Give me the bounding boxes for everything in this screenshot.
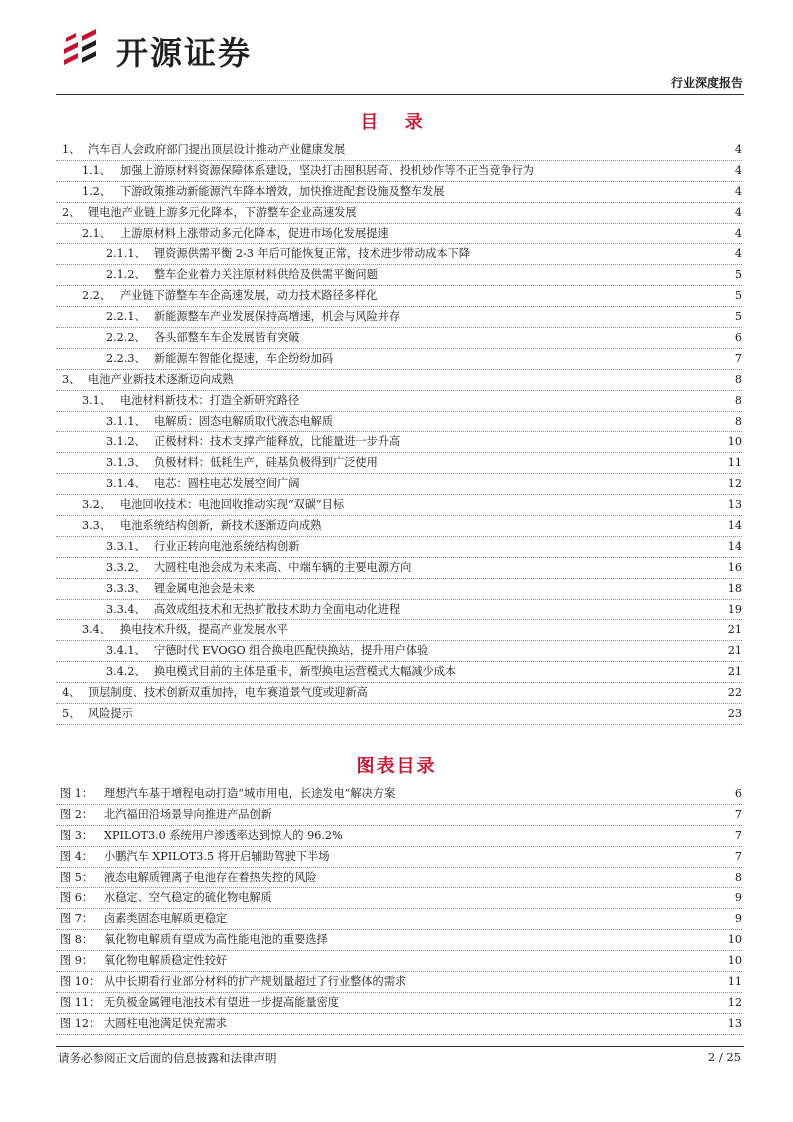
toc-entry-page: 4 <box>734 184 742 198</box>
toc-entry-page: 14 <box>727 519 742 533</box>
toc-entry-text: 锂金属电池会是未来 <box>154 581 255 595</box>
toc-entry-label <box>106 600 400 621</box>
toc-entry-label <box>82 495 344 516</box>
toc-entry[interactable] <box>56 244 742 265</box>
toc-entry-page: 22 <box>727 686 742 700</box>
figure-entry-page: 10 <box>727 933 742 947</box>
toc-entry-number: 4、 <box>62 686 81 700</box>
toc-entry-number: 3.3.4、 <box>106 602 146 616</box>
toc-entry-label <box>106 558 411 579</box>
toc-entry-number: 3.2、 <box>82 498 111 512</box>
toc-entry[interactable] <box>56 307 742 328</box>
toc-entry[interactable] <box>56 620 742 641</box>
toc-entry-text: 汽车百人会政府部门提出顶层设计推动产业健康发展 <box>88 143 346 156</box>
toc-entry-text: 产业链下游整车车企高速发展，动力技术路径多样化 <box>120 289 378 303</box>
toc-entry-number: 3.4.1、 <box>106 644 146 658</box>
toc-entry[interactable] <box>56 140 742 161</box>
toc-entry-page: 7 <box>734 351 742 365</box>
toc-entry-number: 3.3.3、 <box>106 581 146 595</box>
toc-entry[interactable] <box>56 432 742 453</box>
toc-entry-text: 行业正转向电池系统结构创新 <box>154 539 300 553</box>
figure-entry-page: 12 <box>727 995 742 1009</box>
toc-entry-number: 2.2、 <box>82 289 111 303</box>
figure-list <box>56 784 742 1035</box>
toc-entry-text: 锂电池产业链上游多元化降本，下游整车企业高速发展 <box>88 205 357 219</box>
toc-entry-label <box>106 328 299 349</box>
toc-entry-number: 5、 <box>62 707 81 721</box>
toc-entry-number: 3.1.4、 <box>106 477 146 491</box>
toc-entry[interactable] <box>56 579 742 600</box>
figure-entry-page: 7 <box>734 849 742 863</box>
toc-entry-page: 8 <box>734 393 742 407</box>
toc-entry-text: 电池系统结构创新，新技术逐渐迈向成熟 <box>120 519 322 533</box>
figure-entry[interactable] <box>56 1014 742 1035</box>
footer-divider <box>56 1046 744 1047</box>
toc-entry-page: 6 <box>734 331 742 345</box>
toc-entry-text: 电池产业新技术逐渐迈向成熟 <box>88 372 234 386</box>
toc-entry-number: 2.2.3、 <box>106 351 146 365</box>
toc-entry-label <box>82 224 389 245</box>
toc-entry-page: 4 <box>734 247 742 261</box>
toc-entry-label <box>82 286 377 307</box>
page-header <box>0 0 793 100</box>
toc-entry-page: 4 <box>734 163 742 177</box>
toc-entry-label <box>82 161 534 182</box>
figure-entry-text: 卤素类固态电解质更稳定 <box>104 912 228 926</box>
figure-entry-text: 液态电解质锂离子电池存在着热失控的风险 <box>104 870 317 884</box>
figure-entry-text: 大圆柱电池满足快充需求 <box>104 1016 228 1030</box>
toc-entry-page: 13 <box>727 498 742 512</box>
toc-entry-number: 2.2.1、 <box>106 310 146 324</box>
toc-entry-label <box>106 579 255 600</box>
figure-entry-number: 图 8： <box>60 933 94 947</box>
figure-entry-number: 图 1： <box>60 787 94 800</box>
toc-entry[interactable] <box>56 161 742 182</box>
figure-entry-label <box>60 993 339 1014</box>
toc-entry-label <box>106 349 333 370</box>
figure-entry-text: 氧化物电解质有望成为高性能电池的重要选择 <box>104 933 328 947</box>
toc-entry-label <box>82 620 288 641</box>
figure-entry-number: 图 5： <box>60 870 94 884</box>
toc-entry-text: 风险提示 <box>88 707 133 721</box>
brand-logo-icon <box>60 26 110 70</box>
toc-entry-text: 下游政策推动新能源汽车降本增效，加快推进配套设施及整车发展 <box>120 184 445 198</box>
toc-entry-label <box>106 662 456 683</box>
figure-entry-number: 图 4： <box>60 849 94 863</box>
toc-entry-number: 3.1、 <box>82 393 111 407</box>
toc-entry[interactable] <box>56 558 742 579</box>
toc-entry[interactable] <box>56 474 742 495</box>
figure-entry-label <box>60 951 227 972</box>
toc-entry[interactable] <box>56 683 742 704</box>
figure-entry-text: XPILOT3.0 系统用户渗透率达到惊人的 96.2% <box>104 828 343 842</box>
toc-entry[interactable] <box>56 600 742 621</box>
toc-entry-label <box>62 140 345 161</box>
figure-list-title: 图表目录 <box>356 756 437 777</box>
figure-entry-text: 水稳定、空气稳定的硫化物电解质 <box>104 891 272 905</box>
toc-entry-number: 2.1.2、 <box>106 268 146 282</box>
toc-entry-number: 3.3.1、 <box>106 539 146 553</box>
toc-entry-label <box>106 432 400 453</box>
figure-entry-label <box>60 930 328 951</box>
brand-logo <box>60 26 320 70</box>
toc-entry-text: 各头部整车车企发展皆有突破 <box>154 331 300 345</box>
toc-entry-label <box>106 307 400 328</box>
toc-entry-page: 5 <box>734 268 742 282</box>
toc-entry-page: 5 <box>734 310 742 324</box>
toc-entry[interactable] <box>56 662 742 683</box>
toc-entry-page: 16 <box>727 560 742 574</box>
toc-entry-label <box>82 391 299 412</box>
figure-entry-label <box>60 909 227 930</box>
toc-entry[interactable] <box>56 537 742 558</box>
toc-entry-number: 1.1、 <box>82 163 111 177</box>
toc-entry-label <box>62 683 368 704</box>
toc-entry[interactable] <box>56 328 742 349</box>
toc-entry-number: 3.4.2、 <box>106 665 146 679</box>
toc-entry-page: 11 <box>727 456 742 470</box>
figure-entry-label <box>60 784 395 805</box>
toc-entry-page: 21 <box>727 665 742 679</box>
toc-entry-page: 10 <box>727 435 742 449</box>
figure-entry-page: 7 <box>734 828 742 842</box>
toc-entry[interactable] <box>56 516 742 537</box>
toc-entry-label <box>106 453 378 474</box>
toc-entry-text: 换电模式目前的主体是重卡，新型换电运营模式大幅减少成本 <box>154 665 457 679</box>
toc-entry-label <box>62 203 357 224</box>
figure-entry[interactable] <box>56 951 742 972</box>
toc-entry[interactable] <box>56 182 742 203</box>
figure-entry[interactable] <box>56 784 742 805</box>
toc-entry-page: 18 <box>727 581 742 595</box>
toc-entry-page: 4 <box>734 226 742 240</box>
figure-entry-page: 13 <box>727 1016 742 1030</box>
toc-entry[interactable] <box>56 704 742 725</box>
toc-entry-label <box>106 641 428 662</box>
footer-disclaimer: 请务必参阅正文后面的信息披露和法律声明 <box>58 1051 277 1065</box>
figure-entry-text: 北汽福田沿场景导向推进产品创新 <box>104 807 272 821</box>
figure-entry-number: 图 11： <box>60 995 101 1009</box>
toc-entry-number: 1、 <box>62 143 81 156</box>
figure-entry-label <box>60 888 272 909</box>
figure-entry-number: 图 7： <box>60 912 94 926</box>
figure-entry[interactable] <box>56 868 742 889</box>
toc-entry-number: 3.1.1、 <box>106 414 146 428</box>
figure-entry-page: 6 <box>734 787 742 800</box>
toc-entry-text: 新能源车智能化提速，车企纷纷加码 <box>154 351 334 365</box>
report-type-label: 行业深度报告 <box>670 76 743 90</box>
toc-entry-number: 2.1、 <box>82 226 111 240</box>
toc-entry-label <box>106 412 333 433</box>
toc-entry-number: 2.2.2、 <box>106 331 146 345</box>
page-indicator: 2 / 25 <box>707 1050 741 1064</box>
figure-entry-number: 图 12： <box>60 1016 101 1030</box>
figure-entry-number: 图 3： <box>60 828 94 842</box>
toc-entry-number: 3.1.3、 <box>106 456 146 470</box>
toc-entry-label <box>82 516 321 537</box>
toc-entry-text: 电芯：圆柱电芯发展空间广阔 <box>154 477 300 491</box>
toc-entry-text: 换电技术升级，提高产业发展水平 <box>120 623 288 637</box>
figure-entry-number: 图 9： <box>60 954 94 968</box>
toc-entry-number: 2、 <box>62 205 81 219</box>
figure-entry[interactable] <box>56 805 742 826</box>
header-divider <box>56 94 744 95</box>
toc-entry[interactable] <box>56 391 742 412</box>
toc-entry-label <box>106 537 299 558</box>
table-of-contents <box>56 140 742 725</box>
figure-entry-page: 10 <box>727 954 742 968</box>
figure-entry[interactable] <box>56 909 742 930</box>
toc-entry-page: 4 <box>734 205 742 219</box>
toc-entry-text: 上游原材料上涨带动多元化降本，促进市场化发展提速 <box>120 226 389 240</box>
figure-entry-page: 11 <box>727 975 742 989</box>
toc-entry-text: 正极材料：技术支撑产能释放，比能量进一步升高 <box>154 435 401 449</box>
toc-entry-page: 21 <box>727 644 742 658</box>
toc-entry-number: 1.2、 <box>82 184 111 198</box>
toc-entry-text: 新能源整车产业发展保持高增速，机会与风险并存 <box>154 310 401 324</box>
toc-entry-text: 负极材料：低耗生产，硅基负极得到广泛使用 <box>154 456 378 470</box>
figure-entry-label <box>60 1014 227 1035</box>
figure-entry-label <box>60 826 343 847</box>
toc-entry-page: 19 <box>727 602 742 616</box>
figure-entry-text: 氧化物电解质稳定性较好 <box>104 954 228 968</box>
toc-entry-label <box>62 704 133 725</box>
toc-entry[interactable] <box>56 641 742 662</box>
figure-entry-text: 从中长期看行业部分材料的扩产规划量超过了行业整体的需求 <box>104 975 407 989</box>
toc-entry-text: 电池回收技术：电池回收推动实现“双碳”目标 <box>120 498 345 512</box>
toc-entry-text: 电池材料新技术：打造全新研究路径 <box>120 393 300 407</box>
toc-entry-text: 顶层制度、技术创新双重加持，电车赛道景气度或迎新高 <box>88 686 368 700</box>
toc-entry-label <box>106 244 470 265</box>
toc-entry-text: 加强上游原材料资源保障体系建设，坚决打击囤积居奇、投机炒作等不正当竞争行为 <box>120 163 534 177</box>
figure-entry-label <box>60 805 272 826</box>
figure-entry-page: 8 <box>734 870 742 884</box>
figure-entry-text: 理想汽车基于增程电动打造“城市用电，长途发电”解决方案 <box>104 787 396 800</box>
figure-entry-number: 图 10： <box>60 975 101 989</box>
toc-entry-text: 宁德时代 EVOGO 组合换电匹配快换站，提升用户体验 <box>154 644 429 658</box>
toc-entry[interactable] <box>56 265 742 286</box>
toc-entry-number: 3.3、 <box>82 519 111 533</box>
toc-entry[interactable] <box>56 370 742 391</box>
figure-entry[interactable] <box>56 972 742 993</box>
toc-entry-text: 电解质：固态电解质取代液态电解质 <box>154 414 334 428</box>
figure-entry-number: 图 6： <box>60 891 94 905</box>
toc-entry-number: 3.3.2、 <box>106 560 146 574</box>
figure-entry-label <box>60 972 406 993</box>
figure-entry-text: 小鹏汽车 XPILOT3.5 将开启辅助驾驶下半场 <box>104 849 330 863</box>
figure-entry-label <box>60 847 330 868</box>
figure-entry-page: 9 <box>734 912 742 926</box>
toc-entry[interactable] <box>56 203 742 224</box>
figure-entry[interactable] <box>56 888 742 909</box>
toc-entry-page: 12 <box>727 477 742 491</box>
toc-entry-label <box>62 370 233 391</box>
toc-entry-page: 23 <box>727 707 742 721</box>
figure-entry-label <box>60 868 317 889</box>
toc-entry-number: 3、 <box>62 372 81 386</box>
toc-entry-label <box>106 474 299 495</box>
figure-entry-text: 无负极金属锂电池技术有望进一步提高能量密度 <box>104 995 339 1009</box>
toc-entry[interactable] <box>56 224 742 245</box>
toc-entry-text: 锂资源供需平衡 2-3 年后可能恢复正常，技术进步带动成本下降 <box>154 247 471 261</box>
figure-entry[interactable] <box>56 847 742 868</box>
toc-entry-page: 14 <box>727 539 742 553</box>
figure-entry-page: 7 <box>734 807 742 821</box>
toc-entry-label <box>106 265 378 286</box>
toc-entry-text: 大圆柱电池会成为未来高、中端车辆的主要电源方向 <box>154 560 412 574</box>
toc-title: 目 录 <box>360 112 433 133</box>
brand-name: 开源证券 <box>116 34 253 72</box>
toc-entry-text: 高效成组技术和无热扩散技术助力全面电动化进程 <box>154 602 401 616</box>
toc-entry-page: 8 <box>734 372 742 386</box>
figure-entry-number: 图 2： <box>60 807 94 821</box>
toc-entry-label <box>82 182 444 203</box>
toc-entry[interactable] <box>56 412 742 433</box>
toc-entry-number: 3.1.2、 <box>106 435 146 449</box>
toc-entry-number: 2.1.1、 <box>106 247 146 261</box>
figure-entry[interactable] <box>56 826 742 847</box>
toc-entry[interactable] <box>56 495 742 516</box>
toc-entry-page: 5 <box>734 289 742 303</box>
figure-entry-page: 9 <box>734 891 742 905</box>
toc-entry-page: 21 <box>727 623 742 637</box>
figure-entry[interactable] <box>56 930 742 951</box>
toc-entry-page: 4 <box>734 143 742 156</box>
toc-entry[interactable] <box>56 453 742 474</box>
toc-entry[interactable] <box>56 286 742 307</box>
toc-entry-number: 3.4、 <box>82 623 111 637</box>
toc-entry-text: 整车企业着力关注原材料供给及供需平衡问题 <box>154 268 378 282</box>
figure-entry[interactable] <box>56 993 742 1014</box>
toc-entry-page: 8 <box>734 414 742 428</box>
toc-entry[interactable] <box>56 349 742 370</box>
